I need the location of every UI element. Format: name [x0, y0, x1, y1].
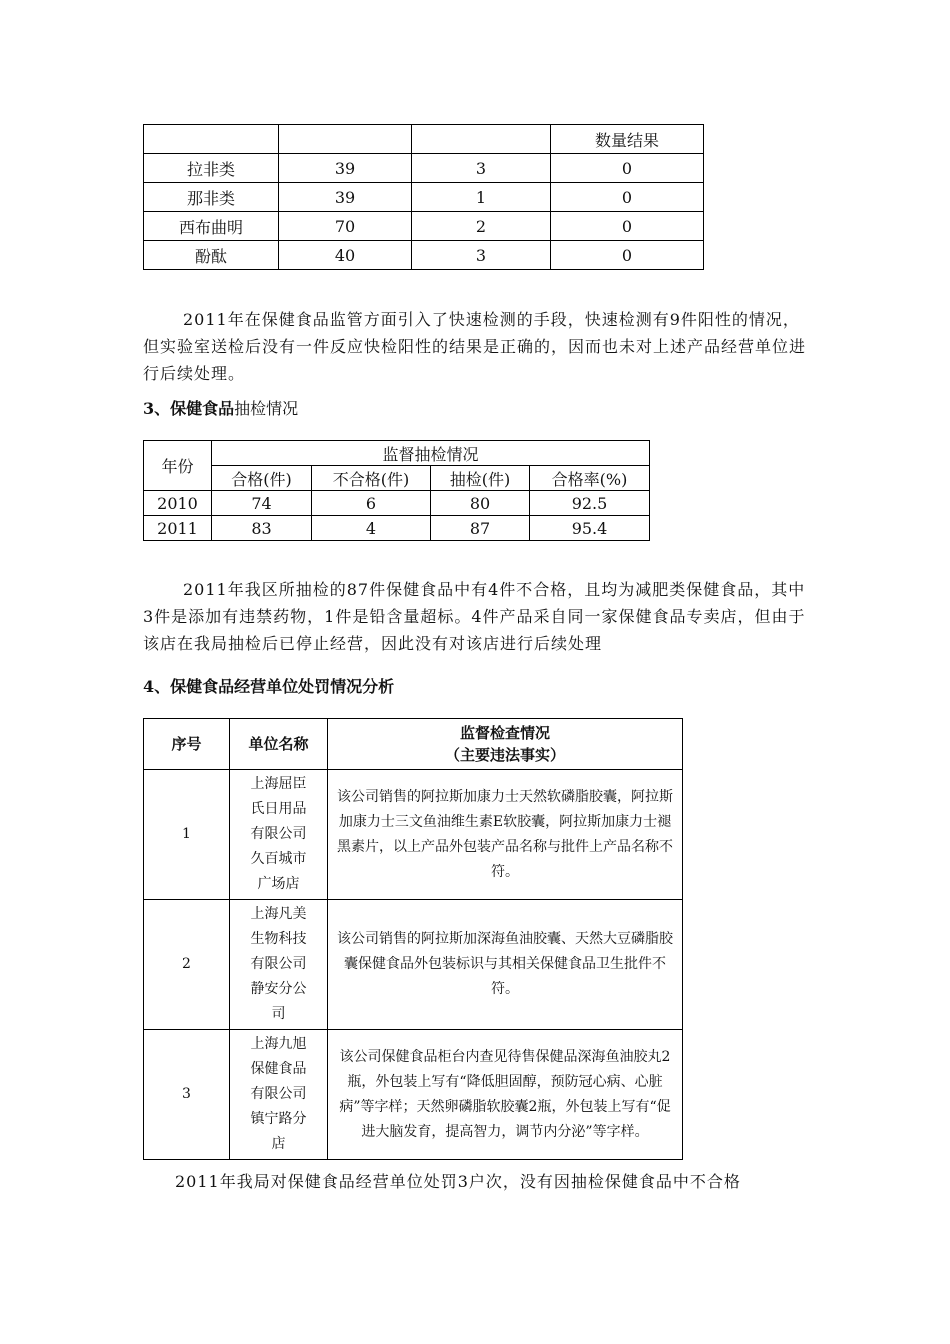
table-row	[144, 491, 650, 516]
col-header-detail	[328, 719, 683, 770]
table-cell: 39	[279, 154, 412, 183]
unit-line: 氏日用品	[250, 801, 307, 817]
table-cell	[144, 125, 279, 154]
inspection-table	[143, 440, 650, 541]
unit-line: 保健食品	[250, 1061, 307, 1077]
table-cell: 70	[279, 212, 412, 241]
col-header: 合格(件)	[212, 466, 312, 491]
unit-line: 有限公司	[250, 956, 307, 972]
penalty-table	[143, 718, 683, 1160]
table-cell: 3	[412, 241, 551, 270]
header-line: （主要违法事实）	[444, 746, 565, 764]
unit-name	[230, 770, 328, 900]
table-cell: 2011	[144, 516, 212, 541]
table-cell: 3	[412, 154, 551, 183]
table-cell: 2010	[144, 491, 212, 516]
unit-line: 上海屈臣	[250, 776, 307, 792]
table-cell: 0	[551, 154, 704, 183]
table-cell: 87	[431, 516, 530, 541]
table-cell: 0	[551, 241, 704, 270]
col-header: 不合格(件)	[312, 466, 431, 491]
paragraph-penalty: 2011年我局对保健食品经营单位处罚3户次，没有因抽检保健食品中不合格	[175, 1172, 741, 1191]
paragraph-rapid-test: 2011年在保健食品监管方面引入了快速检测的手段，快速检测有9件阳性的情况，但实验室送检后没有一件反应快检阳性的结果是正确的，因而也未对上述产品经营单位进行后续处理。	[143, 310, 807, 383]
table-row	[144, 212, 704, 241]
group-header: 监督抽检情况	[212, 441, 650, 466]
table-cell: 74	[212, 491, 312, 516]
table-cell: 西布曲明	[144, 212, 279, 241]
table-row	[144, 154, 704, 183]
table-row	[144, 241, 704, 270]
paragraph-sampling: 2011年我区所抽检的87件保健食品中有4件不合格，且均为减肥类保健食品，其中3件是添加有违禁药物，1件是铅含量超标。4件产品采自同一家保健食品专卖店，但由于该店在我局抽检后已停止经营，因此没有对该店进行后续处理	[143, 580, 806, 653]
table-cell: 2	[412, 212, 551, 241]
unit-line: 有限公司	[250, 1086, 307, 1102]
table-cell: 0	[551, 212, 704, 241]
unit-line: 店	[271, 1136, 286, 1152]
table-cell: 80	[431, 491, 530, 516]
table-cell: 39	[279, 183, 412, 212]
table-row	[144, 516, 650, 541]
violation-detail: 该公司销售的阿拉斯加深海鱼油胶囊、天然大豆磷脂胶囊保健食品外包装标识与其相关保健食品卫生批件不符。	[328, 900, 683, 1030]
year-header: 年份	[144, 441, 212, 491]
table-row	[144, 183, 704, 212]
unit-line: 上海凡美	[250, 906, 307, 922]
unit-line: 广场店	[257, 876, 300, 892]
table-row	[144, 1030, 683, 1160]
table-row	[144, 900, 683, 1030]
row-number: 3	[144, 1030, 230, 1160]
unit-line: 上海九旭	[250, 1036, 307, 1052]
table-cell: 数量结果	[551, 125, 704, 154]
unit-line: 有限公司	[250, 826, 307, 842]
unit-line: 生物科技	[250, 931, 307, 947]
violation-detail: 该公司销售的阿拉斯加康力士天然软磷脂胶囊，阿拉斯加康力士三文鱼油维生素E软胶囊，阿拉斯加康力士褪黑素片，以上产品外包装产品名称与批件上产品名称不符。	[328, 770, 683, 900]
table-cell: 83	[212, 516, 312, 541]
section-heading-4: 4、保健食品经营单位处罚情况分析	[143, 677, 395, 696]
table-cell: 92.5	[530, 491, 650, 516]
detection-table	[143, 124, 704, 270]
unit-line: 久百城市	[250, 851, 307, 867]
col-header-unit: 单位名称	[230, 719, 328, 770]
unit-line: 司	[271, 1006, 286, 1022]
table-cell: 0	[551, 183, 704, 212]
table-cell: 4	[312, 516, 431, 541]
table-cell: 40	[279, 241, 412, 270]
col-header-no: 序号	[144, 719, 230, 770]
table-header-row	[144, 441, 650, 466]
heading-bold-part: 3、保健食品	[143, 399, 235, 418]
table-cell: 那非类	[144, 183, 279, 212]
unit-line: 静安分公	[250, 981, 307, 997]
unit-name	[230, 1030, 328, 1160]
table-cell: 酚酞	[144, 241, 279, 270]
row-number: 1	[144, 770, 230, 900]
table-cell: 拉非类	[144, 154, 279, 183]
section-heading-3	[143, 396, 298, 419]
table-cell	[412, 125, 551, 154]
table-header-row	[144, 125, 704, 154]
table-cell: 1	[412, 183, 551, 212]
table-row	[144, 770, 683, 900]
col-header: 抽检(件)	[431, 466, 530, 491]
violation-detail: 该公司保健食品柜台内查见待售保健品深海鱼油胶丸2瓶，外包装上写有“降低胆固醇，预防冠心病、心脏病”等字样；天然卵磷脂软胶囊2瓶，外包装上写有“促进大脑发育，提高智力，调节内分泌”等字样。	[328, 1030, 683, 1160]
table-cell: 95.4	[530, 516, 650, 541]
unit-name	[230, 900, 328, 1030]
table-subheader-row	[144, 466, 650, 491]
table-cell: 6	[312, 491, 431, 516]
row-number: 2	[144, 900, 230, 1030]
table-cell	[279, 125, 412, 154]
unit-line: 镇宁路分	[250, 1111, 307, 1127]
header-line: 监督检查情况	[459, 724, 550, 742]
col-header: 合格率(%)	[530, 466, 650, 491]
heading-normal-part: 抽检情况	[234, 399, 299, 418]
table-header-row	[144, 719, 683, 770]
